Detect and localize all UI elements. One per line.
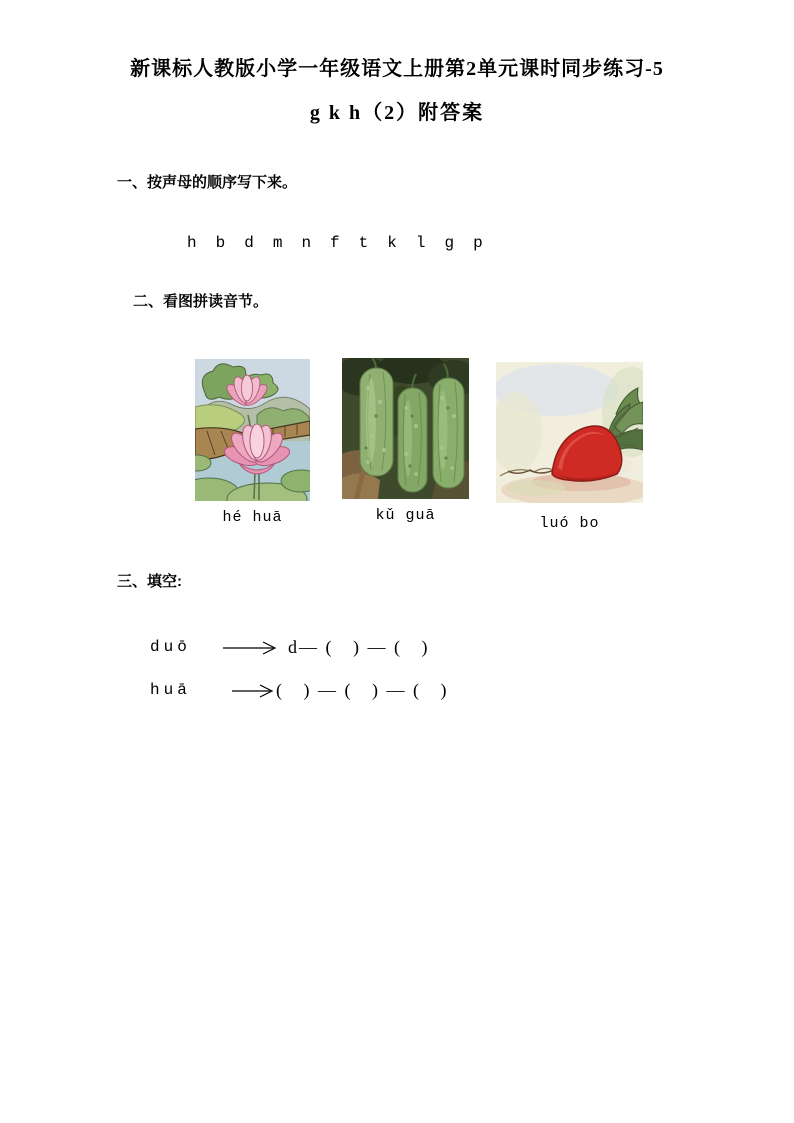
section3-heading: 三、填空: (117, 573, 182, 590)
fill-blank-row-hua (0, 679, 794, 703)
initial-letter: n (301, 234, 312, 252)
figure-radish (496, 362, 643, 532)
section1-heading: 一、按声母的顺序写下来。 (117, 174, 298, 191)
fill-blank-row-duo (0, 636, 794, 660)
initial-letter: l (415, 234, 426, 252)
figure-caption-radish: luó bo (539, 515, 600, 532)
figure-caption-lotus: hé huā (222, 509, 283, 526)
initial-letters-row (187, 233, 483, 253)
right-arrow-icon (222, 641, 280, 655)
initial-letter: f (330, 234, 340, 252)
initial-letter: t (358, 234, 369, 252)
syllable-duo: duō (150, 638, 191, 656)
fill-expression-duo: d— ( ) — ( ) (288, 637, 430, 657)
figure-caption-bitter-gourd: kǔ guā (375, 507, 436, 524)
bitter-gourd-image (342, 358, 469, 499)
radish-image (496, 362, 643, 503)
figure-bitter-gourd (342, 358, 469, 524)
initial-letter: m (272, 234, 283, 252)
syllable-hua: huā (150, 681, 191, 699)
initial-letter: b (215, 234, 226, 252)
figure-lotus (195, 359, 310, 526)
initial-letter: h (187, 234, 197, 252)
fill-expression-hua: ( ) — ( ) — ( ) (276, 680, 449, 700)
document-title-line2: g k h（2）附答案 (309, 102, 485, 124)
initial-letter: k (387, 234, 397, 252)
section2-heading: 二、看图拼读音节。 (133, 293, 269, 310)
lotus-image (195, 359, 310, 501)
initial-letter: g (444, 234, 455, 252)
right-arrow-icon (231, 684, 277, 698)
document-title-line1: 新课标人教版小学一年级语文上册第2单元课时同步练习-5 (130, 58, 664, 80)
initial-letter: d (244, 234, 254, 252)
initial-letter: p (473, 234, 483, 252)
